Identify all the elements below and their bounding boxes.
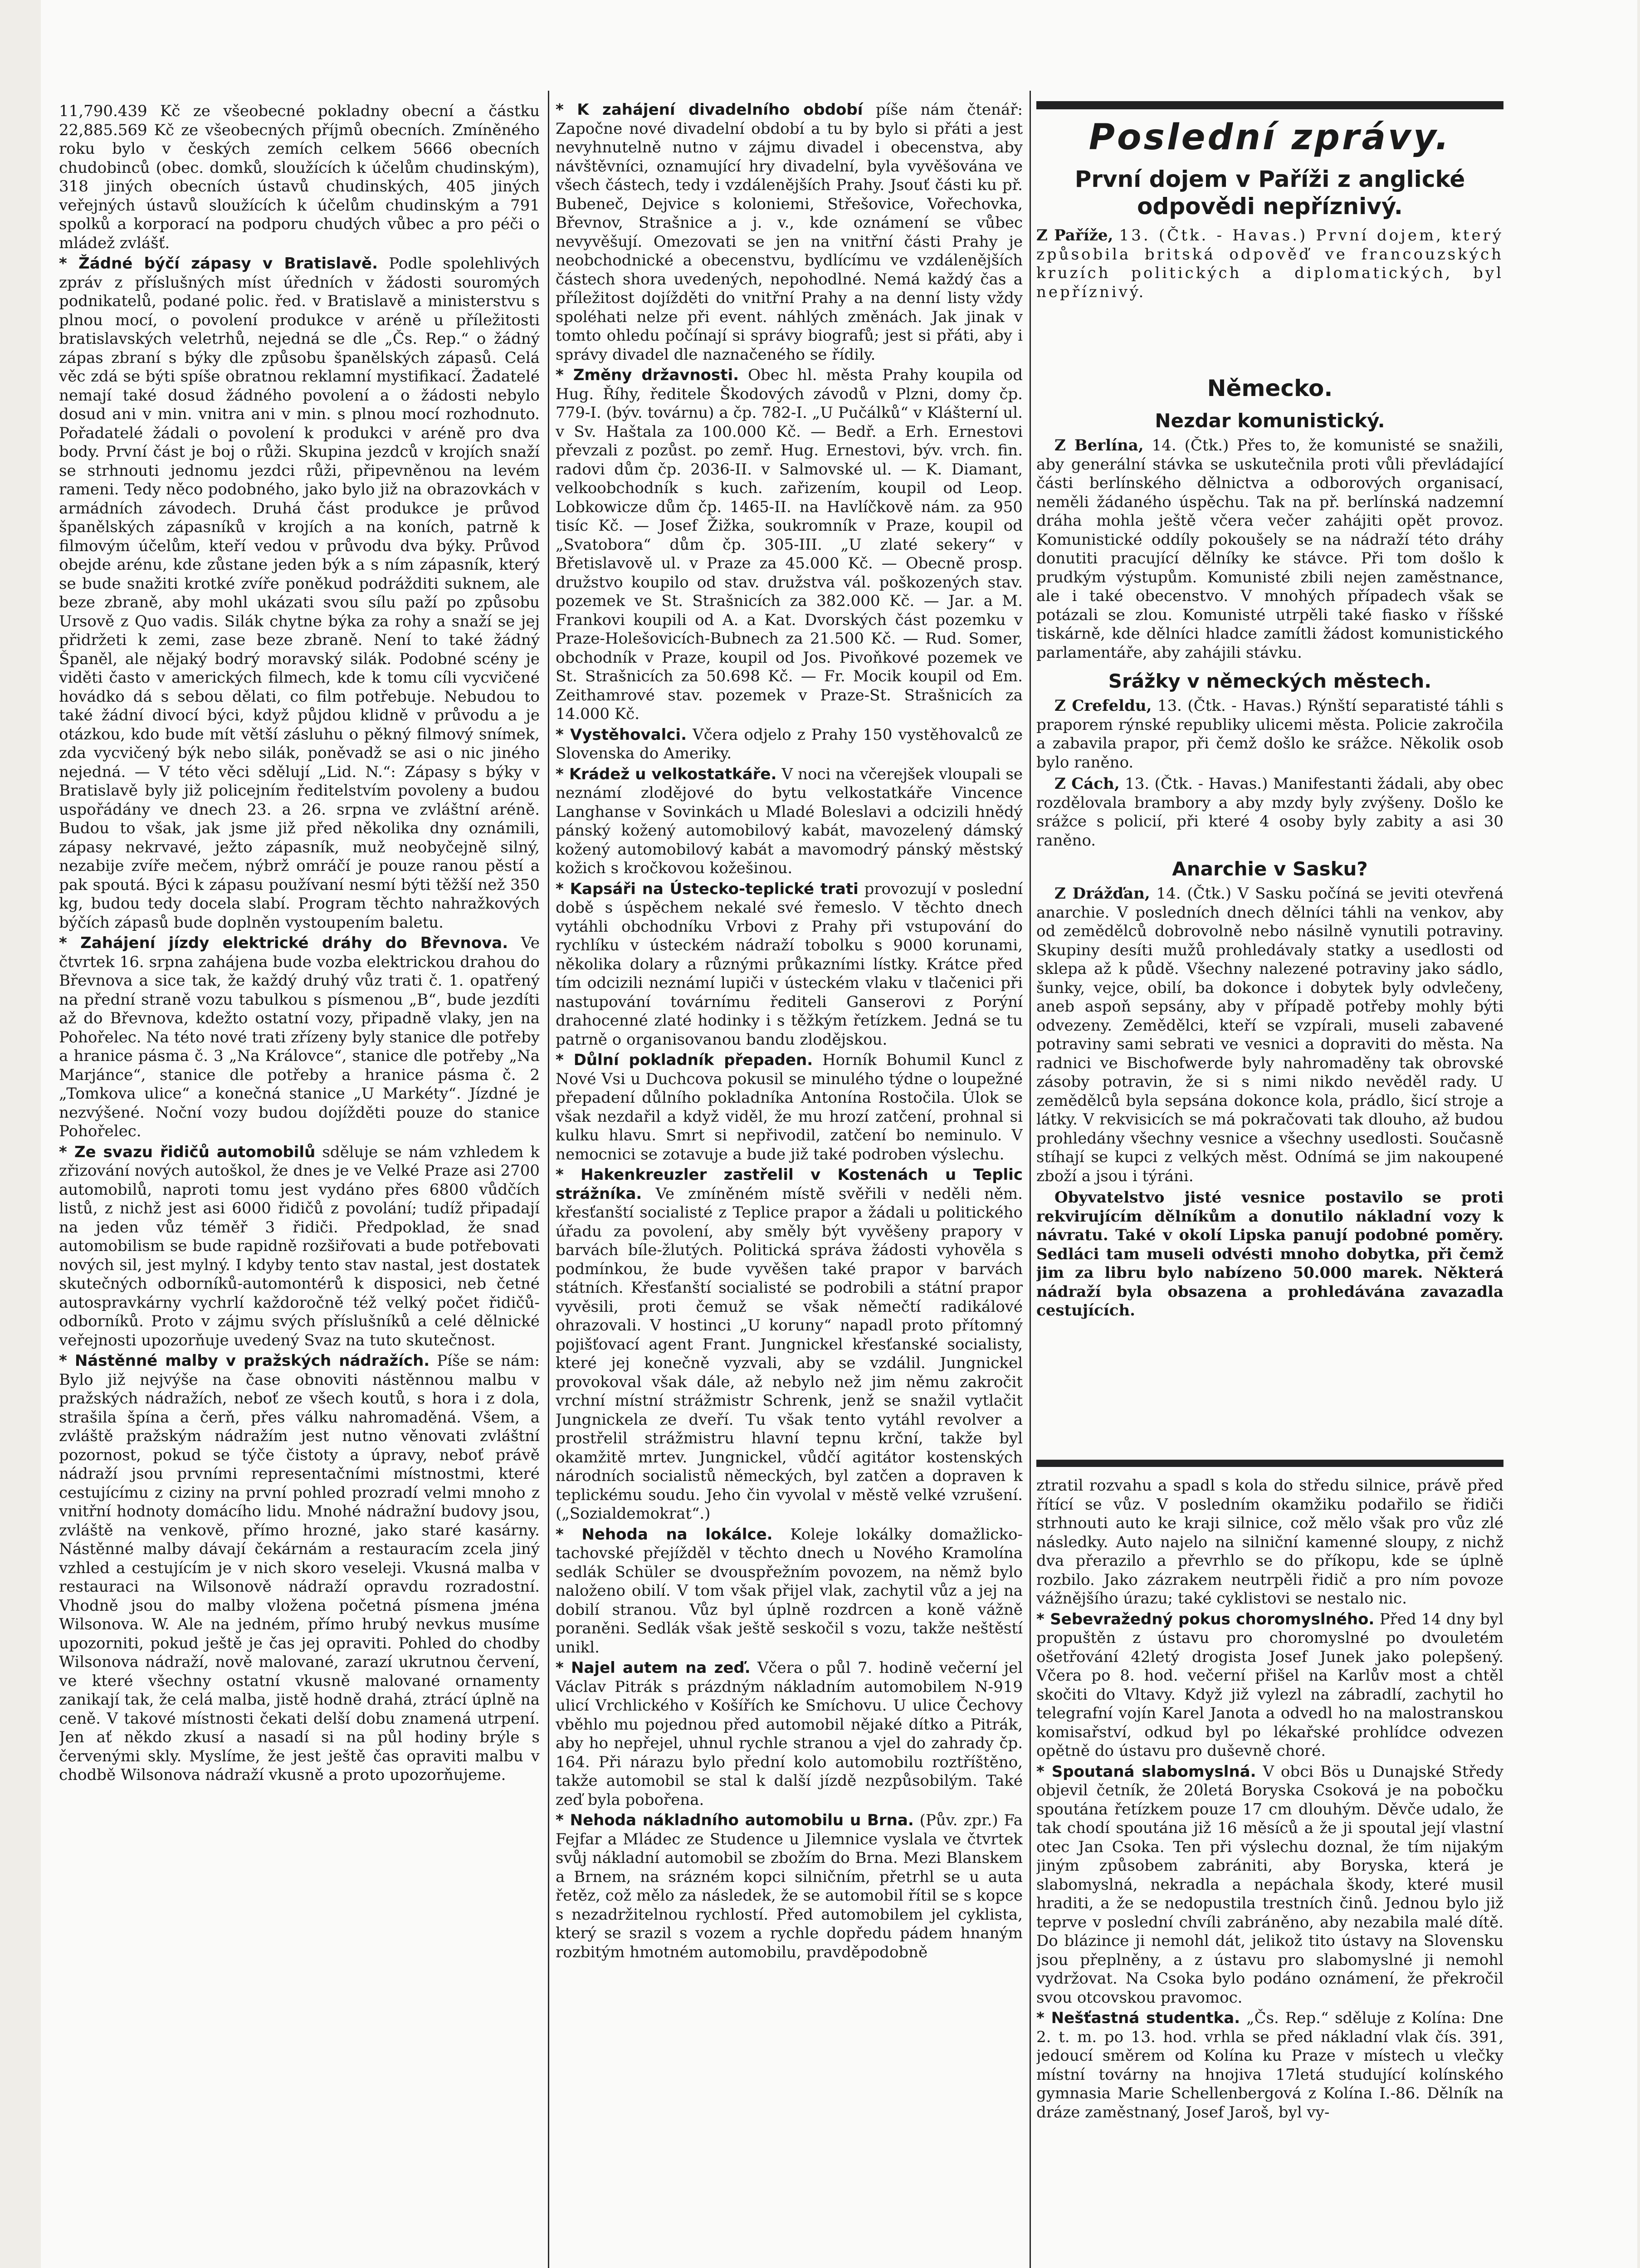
separator-rule	[1036, 1460, 1503, 1467]
dateline: Z Berlína,	[1054, 436, 1144, 455]
article-text: Obec hl. města Prahy koupila od Hug. Říhy, ředitele Škodových závodů v Plzni, domy čp. 779-I. (býv. továrnu) a čp. 782-I. „U Pučálků“ v Klášterní ul. v Sv. Haštala za 100.000 Kč. — Bedř. a Erh. Ernestovi převzali z pozůst. po zemř. Hug. Ernestovi, býv. vrch. fin. radovi dům čp. 2036-II. v Salmovské ul. — K. Diamant, velkoobchodník s kuch. zařizením, koupil od Leop. Lobkowicze dům čp. 1465-II. na Havlíčkově nám. za 950 tisíc Kč. — Josef Žižka, soukromník v Praze, koupil od „Svatobora“ dům čp. 305-III. „U zlaté sekery“ v Břetislavově ul. v Praze za 45.000 Kč. — Obecně prosp. družstvo koupilo od stav. družstva vál. poškozených stav. pozemek ve St. Strašnicích za 382.000 Kč. — Jar. a M. Frankovi koupili od A. a Kat. Dvorských část pozemku v Praze-Holešovicích-Bubnech za 21.500 Kč. — Rud. Somer, obchodník v Praze, koupil od Jos. Pivoňkové pozemek ve St. Strašnicích za 50.698 Kč. — Fr. Mocik koupil od Em. Zeithamrové stav. pozemek v Praze-St. Strašnicích za 14.000 Kč.	[556, 366, 1023, 723]
news-article	[1036, 775, 1503, 850]
article-text: ztratil rozvahu a spadl s kola do středu silnice, právě před řítící se vůz. V posledním okamžiku podařilo se řidiči strhnouti auto ke kraji silnice, což mělo však pro vůz zlé následky. Auto najelo na silniční kamenné sloupy, z nichž dva přerazilo a převrhlo se do příkopu, kde se úplně rozbilo. Jako zázrakem neutrpěli řidič a pro ním povoze vážnějšího úrazu; také cyklistovi se nestalo nic.	[1036, 1476, 1503, 1608]
column-2-articles	[556, 101, 1023, 1962]
news-article	[1036, 1188, 1503, 1320]
article-text: Ve čtvrtek 16. srpna zahájena bude vozba elektrickou drahou do Břevnova a sice tak, že každý druhý vůz trati č. 1. opatřený na přední straně vozu tabulkou s písmenou „B“, bude jezdíti až do Břevnova, kdežto ostatní vozy, připadně vlaky, jen na Pohořelec. Na této nové trati zřízeny byly stanice dle potřeby a hranice pásma č. 3 „Na Královce“, stanice dle potřeby „Na Marjánce“, stanice dle potřeby a hranice pásma č. 2 „Tomkova ulice“ a konečná stanice „U Markéty“. Jízdné je nezvýšené. Noční vozy budou dojížděti pouze do stanice Pohořelec.	[59, 934, 540, 1140]
news-article	[59, 254, 540, 932]
news-article	[556, 1811, 1023, 1962]
news-article	[59, 1352, 540, 1785]
article-headline: * Krádež u velkostatkáře.	[556, 765, 777, 783]
article-text: 14. (Čtk.) V Sasku počíná se jeviti otevřená anarchie. V posledních dnech dělníci táhli na venkov, aby od zemědělců dobrovolně nebo násilně vynutili potraviny. Skupiny desíti mužů prohledávaly statky a usedlosti od sklepa až k půdě. Všechny nalezené potraviny jako sádlo, šunky, vejce, obilí, ba dokonce i dobytek byly odvlečeny, aneb aspoň sepsány, aby v případě potřeby mohly býti odvezeny. Zemědělci, kteří se vzpírali, museli zabavené potraviny sami sebrati ve vesnici a dopraviti do města. Na radnici ve Bischofwerde byly nahromaděny tak obrovské zásoby potravin, že si s nimi nikdo nevěděl rady. U zemědělců byla sepsána dokonce kola, prádlo, šicí stroje a látky. V rekvisicích se má pokračovati tak dlouho, až budou prohledány všechny vesnice a všechny usedlosti. Současně stíhají se kupci z velkých měst. Odnímá se jim nakoupené zboží a jsou i týráni.	[1036, 885, 1503, 1185]
section-heading: Německo.	[1207, 375, 1333, 401]
news-article	[556, 765, 1023, 878]
news-article	[556, 366, 1023, 724]
news-article	[556, 1166, 1023, 1524]
lead-text: 13. (Čtk. - Havas.) První dojem, který způsobila britská odpověď ve francouzských kruzích politických a diplomatických, byl nepříznivý.	[1036, 226, 1503, 301]
dateline: Z Drážďan,	[1054, 885, 1150, 903]
article-headline: * Spoutaná slabomyslná.	[1036, 1762, 1256, 1781]
news-article	[556, 101, 1023, 364]
column-2	[556, 101, 1023, 2268]
dateline: Z Cách,	[1054, 775, 1120, 793]
article-text: V obci Bös u Dunajské Středy objevil četník, že 20letá Boryska Csoková je na pobočku spoutána řetízkem pouze 17 cm dlouhým. Děvče udalo, že tak chodí spoutána již 16 měsíců a že ji spoutal její vlastní otec Jan Csoka. Ten při výslechu doznal, že tím nijakým jiným způsobem zabrániti, aby Boryska, která je slabomyslná, nekradla a nepáchala škody, které musil hraditi, a že se nedopustila trestních činů. Jednou bylo již teprve v poslední chvíli zabráněno, aby nezabila malé dítě. Do blázince ji nemohl dát, jelikož tito ústavy na Slovensku jsou přeplněny, a z ústavu pro slabomyslné ji nemohl vydržovat. Na Csoka bylo podáno oznámení, že překročil svou otcovskou pravomoc.	[1036, 1762, 1503, 2007]
article-headline: * Nešťastná studentka.	[1036, 2009, 1240, 2027]
news-article	[556, 1525, 1023, 1657]
article-text: Podle spolehlivých zpráv z příslušných míst úředních v žádosti souromých podnikatelů, podané polic. řed. v Bratislavě a ministerstvu s plnou mocí, o povolení produkce v aréně u příležitosti bratislavských veletrhů, nejedná se dle „Čs. Rep.“ o žádný zápas zbraní s býky dle způsobu španělských zápasů. Celá věc zdá se býti spíše obratnou reklamní mystifikací. Žadatelé nemají také dosud žádného povolení a o žádosti nebylo dosud ani v min. vnitra ani v min. s plnou mocí rozhodnuto. Pořadatelé žádali o povolení k produkci v aréně pro dva body. První část je boj o růži. Skupina jezdců v krojích snaží se strhnouti jednomu jezdci růži, připevněnou na levém rameni. Tedy něco podobného, jako bylo již na obrazovkách v armádních závodech. Druhá část produkce je průvod španělských zápasníků v krojích a na koních, patrně k filmovým účelům, kteří vedou v průvodu dva býky. Průvod obejde arénu, kde zůstane jeden býk a s ním zápasník, který se bude snažiti krotké zvíře poněkud podrážditi suknem, ale beze zbraně, aby mohl ukázati svou sílu paží po způsobu Ursově z Quo vadis. Silák chytne býka za rohy a snaží se jej přidržeti k zemi, zase beze zbraně. Není to také žádný Španěl, ale nějaký bodrý moravský silák. Podobné scény je viděti často v amerických filmech, kde k tomu cíli vycvičené hovádko dá s sebou dělati, co film potřebuje. Nebudou to také žádní divocí býci, když půjdou klidně v průvodu a je otázkou, kdo bude mít větší zásluhu o pěkný filmový snímek, zda vycvičený býk nebo silák, poněvadž se asi o nic jiného nejedná. — V této věci sdělují „Lid. N.“: Zápasy s býky v Bratislavě byly již policejním ředitelstvím povoleny a budou uspořádány ve dnech 23. a 26. srpna ve zvláštní aréně. Budou to však, jak jsme již před několika dny oznámili, zápasy nekrvavé, ježto zápasník, muž neobyčejně silný, nezabije zvíře mečem, nýbrž omráčí je pouze ranou pěstí a pak spoutá. Býci k zápasu používaní nesmí býti těžší než 350 kg, budou tedy docela slabí. Program těchto nahražkových býčích zápasů bude doplněn vystoupením baletu.	[59, 254, 540, 932]
news-article	[59, 934, 540, 1141]
section-title: Poslední zprávy.	[1088, 117, 1451, 158]
article-text: Píše se nám: Bylo již nejvýše na čase obnoviti nástěnnou malbu v pražských nádražích, neboť ze všech koutů, s hora i z dola, strašila špína a čerň, přes válku nahromaděná. Všem, a zvláště pražským nádražím jest nutno věnovati zvláštní pozornost, pokud se týče čistoty a úpravy, neboť právě nádraží jsou prvními representačními místnostmi, které cestujícímu z ciziny na první pohled prozradí velmi mnoho z vnitřní hodnoty domácího lidu. Mnohé nádražní budovy jsou, zvláště na venkově, přímo hrozné, jako staré kasárny. Nástěnné malby dávají čekárnám a restauracím zcela jiný vzhled a cestujícím je v nich skoro veseleji. Vkusná malba v restauraci na Wilsonově nádraží opravdu rozradostní. Vhodně jsou do malby vložena početná písmena jména Wilsonova. W. Ale na jedném, přímo hrubý nevkus musíme upozorniti, pokud ještě je čas jej opraviti. Pohled do chodby Wilsonova nádraží, nově malované, zarazí ukrutnou červení, ve které všechny ostatní vkusně malované ornamenty zanikají tak, že celá malba, jistě hodně drahá, ztrácí úplně na ceně. V takové místnosti čekati delší dobu znamená utrpení. Jen ať někdo zkusí a nasadí si na půl hodiny brýle s červenými skly. Myslíme, že jest ještě čas opraviti malbu v chodbě Wilsonova nádraží vkusně a proto upozorňujeme.	[59, 1352, 540, 1784]
column-1-articles	[59, 102, 540, 1785]
column-3-bottom-articles	[1036, 1476, 1503, 2268]
article-text: 13. (Čtk. - Havas.) Manifestanti žádali, aby obec rozdělovala brambory a aby mzdy byly zvýšeny. Došlo ke srážce s policií, při které 4 osoby byly zabity a asi 30 raněno.	[1036, 775, 1503, 850]
article-text: provozují v poslední době s úspěchem nekalé své řemeslo. V těchto dnech vytáhli obchodníku Vrbovi z Prahy při vstupování do rychlíku v ústeckém nádraží tobolku s 9000 korunami, několika dolary a různými průkazními lístky. Krátce před tím odcizili neznámí lupiči v ústeckém vlaku v tlačenici při nastupování továrnímu řediteli Ganserovi z Porýní drahocenné zlaté hodinky i s těžkým řetízkem. Jedná se tu patrně o organisovanou bandu zlodějskou.	[556, 880, 1023, 1049]
article-text: Horník Bohumil Kuncl z Nové Vsi u Duchcova pokusil se minulého týdne o loupežné přepadení důlního pokladníka Antonína Rostočila. Úlok se však nezdařil a když viděl, že mu hrozí zatčení, prohnal si kulku hlavu. Smrt si nepřivodil, zatčení bo neminulo. V nemocnici se zotavuje a bude již také podroben výslechu.	[556, 1051, 1023, 1163]
masthead	[1036, 116, 1503, 302]
column-1	[59, 102, 540, 2268]
article-headline: * K zahájení divadelního období	[556, 101, 863, 119]
dateline: Z Crefeldu,	[1054, 697, 1152, 715]
article-headline: * Zahájení jízdy elektrické dráhy do Břevnova.	[59, 934, 508, 952]
article-text: 13. (Čtk. - Havas.) Rýnští separatisté táhli s praporem rýnské republiky ulicemi města. Policie zakročila a zabavila prapor, při čemž došlo ke srážce. Několik osob bylo raněno.	[1036, 697, 1503, 772]
article-text: (Pův. zpr.) Fa Fejfar a Mládec ze Studence u Jilemnice vyslala ve čtvrtek svůj nákladní automobil se zbožím do Brna. Mezi Blanskem a Brnem, na srázném kopci silničním, přetrhl se u auta řetěz, což mělo za následek, že se automobil řítil se s kopce s nezadržitelnou rychlostí. Před automobilem jel cyklista, který se srazil s vozem a rychle dopředu pádem hnaným rozbitým hmotném automobilu, pravděpodobně	[556, 1811, 1023, 1961]
article-headline: * Důlní pokladník přepaden.	[556, 1051, 813, 1069]
news-article	[59, 102, 540, 253]
article-text: „Čs. Rep.“ sděluje z Kolína: Dne 2. t. m. po 13. hod. vrhla se před nákladní vlak čís. 391, jedoucí směrem od Kolína ku Praze v místech u vlečky místní továrny na hnojiva 17letá studující kolínského gymnasia Marie Schellenbergová z Kolína I.-86. Dělník na dráze zaměstnaný, Josef Jaroš, byl vy-	[1036, 2009, 1503, 2121]
article-text: Včera o půl 7. hodině večerní jel Václav Pitrák s prázdným nákladním automobilem N-919 ulicí Vrchlického v Košířích ke Smíchovu. U ulice Čechovy vběhlo mu pojednou před automobil nějaké dítko a Pitrák, aby ho nepřejel, uhnul rychle stranou a vjel do zahrady čp. 164. Při nárazu bylo přední kolo automobilu roztříštěno, takže automobil se stal k další jízdě nezpůsobilým. Také zeď byla pobořena.	[556, 1659, 1023, 1809]
article-text: V noci na včerejšek vloupali se neznámí zlodějové do bytu velkostatkáře Vincence Langhanse v Sovinkách u Mladé Boleslavi a odcizili hnědý pánský kožený automobilový kabát, mavozelený dámský kožený automobilový kabát a mavomodrý pánský městský kožich s kročkovou kožešinou.	[556, 765, 1023, 877]
article-text: sděluje se nám vzhledem k zřizování nových autoškol, že dnes je ve Velké Praze asi 2700 automobilů, naproti tomu jest vydáno přes 6800 vůdčích listů, z nichž jest asi 6000 řidičů z povolání; tudíž připadají na jeden vůz téměř 3 řidiči. Předpoklad, že snad automobilism se bude rapidně rozšiřovati a bude potřebovati nových sil, jest mylný. I kdyby tento stav nastal, jest dostatek skutečných odborníků-automontérů k disposici, neb četné autospravkárny vychrlí každoročně též velký počet řidičů-odborníků. Proto v zájmu svých příslušníků a celé dělnické veřejnosti upozorňuje uvedený Svaz na tuto skutečnost.	[59, 1143, 540, 1349]
article-headline: * Vystěhovalci.	[556, 725, 687, 744]
news-article	[556, 726, 1023, 763]
news-article	[1036, 2009, 1503, 2122]
article-text: Včera odjelo z Prahy 150 vystěhovalců ze Slovenska do Ameriky.	[556, 725, 1023, 763]
article-headline: * Ze svazu řidičů automobilů	[59, 1143, 316, 1161]
subheading: Srážky v německých městech.	[1108, 670, 1432, 692]
column-3-top-articles	[1036, 372, 1503, 1456]
article-text: 14. (Čtk.) Přes to, že komunisté se snažili, aby generální stávka se uskutečnila proti vůli převládající části berlínského dělnictva a odborových organisací, neměli žádaného úspěchu. Tak na př. berlínská nadzemní dráha mohla ještě včera večer zahájiti opět provoz. Komunistické oddíly pokoušely se na nádraží této dráhy donutiti pracující dělníky ke stávce. Při tom došlo k prudkým výstupům. Komunisté zbili nejen zaměstnance, ale i také obecenstvo. V mnohých případech však se potázali se zlou. Komunisté utrpěli také fiasko v říšské tiskárně, kde dělníci hladce zamítli žádost komunistického parlamentáře, aby zahájili stávku.	[1036, 436, 1503, 662]
news-article	[556, 880, 1023, 1050]
article-headline: * Nástěnné malby v pražských nádražích.	[59, 1352, 430, 1370]
column-3	[1036, 98, 1503, 2268]
news-article	[1036, 1763, 1503, 2008]
top-rule	[1036, 101, 1503, 109]
news-article	[556, 1051, 1023, 1164]
news-article	[1036, 1476, 1503, 1608]
subheading: Anarchie v Sasku?	[1172, 858, 1368, 880]
column-divider	[548, 91, 549, 2268]
article-text: píše nám čtenář: Započne nové divadelní období a tu by bylo si přáti a jest nevyhnutelně nutno v zájmu divadel i obecenstva, aby návštěvníci, oznamující hry divadelní, byla vyvěšována ve všech částech, tedy i vzdálenějších Prahy. Jsouť části ku př. Bubeneč, Dejvice s koloniemi, Střešovice, Vořechovka, Břevnov, Strašnice a j. v., kde oznámení se vůbec nevyvěšují. Omezovati se jen na vnitřní části Prahy je neobchodnické a obecenstvu, bydlícímu ve vzdálenějších částech shora uvedených, nepohodlné. Nemá každý čas a příležitost dojížděti do vnitřní Prahy a na denní listy vždy spoléhati nelze při event. náhlých změnách. Jak jinak v tomto ohledu počínají si správy biografů; jest si přáti, aby i správy divadel dle naznačeného se řídily.	[556, 101, 1023, 364]
article-headline: * Kapsáři na Ústecko-teplické trati	[556, 880, 859, 898]
article-headline: * Změny državnosti.	[556, 366, 739, 384]
article-text: Obyvatelstvo jisté vesnice postavilo se proti rekvirujícím dělníkům a donutilo nákladní vozy k návratu. Také v okolí Lipska panují podobné poměry. Sedláci tam museli odvésti mnoho dobytka, při čemž jim za libru bylo nabízeno 50.000 marek. Některá nádraží byla obsazena a prohledávána zavazadla cestujících.	[1036, 1188, 1503, 1320]
news-article	[1036, 697, 1503, 772]
article-headline: * Nehoda nákladního automobilu u Brna.	[556, 1811, 914, 1829]
article-text: Ve zmíněném místě svěřili v neděli něm. křesťanští socialisté z Teplice prapor a žádali u politického úřadu za povolení, aby směly být vyvěšeny prapory v barvách bíle-žlutých. Politická správa žádosti vyhověla s podmínkou, že bude vyvěšen také prapor v barvách státních. Křesťanští socialisté se podrobili a státní prapor vyvěsili, proti čemuž se však němečtí radikálové ohrazovali. V hostinci „U koruny“ napadl proto přítomný pojišťovací agent Frant. Jungnickel křesťanské socialisty, které jej konečně vyzvali, aby se vzdálil. Jungnickel provokoval však dále, až nebylo než jim němu zakročit vrchní místní strážmistr Schrenk, jenž se snažil vytlačit Jungnickela ze dveří. Tu však tento vytáhl revolver a prostřelil strážmistru hlavní tepnu krční, takže byl okamžitě mrtev. Jungnickel, vůdčí agitátor kostenských národních socialistů německých, byl zatčen a dopraven k teplickému soudu. Jeho čin vyvolal v městě velké vzrušení. („Sozialdemokrat“.)	[556, 1184, 1023, 1523]
lead-dateline: Z Paříže,	[1036, 226, 1113, 244]
article-headline: * Hakenkreuzler zastřelil v Kostenách u Teplic strážníka.	[556, 1166, 1023, 1203]
lead-article	[1036, 226, 1503, 302]
article-text: Koleje lokálky domažlicko-tachovské přejížděl v těchto dnech u Nového Kramolína sedlák Schüler se dvouspřežním povozem, na němž bylo naloženo obilí. V tom však přijel vlak, zachytil vůz a jej na dobilí stranou. Vůz byl úplně rozdrcen a koně vážně poraněni. Sedlák však ještě seskočil s vozu, takže neštěstí unikl.	[556, 1525, 1023, 1657]
article-headline: * Nehoda na lokálce.	[556, 1525, 773, 1544]
article-headline: * Žádné býčí zápasy v Bratislavě.	[59, 254, 378, 273]
article-headline: * Sebevražedný pokus choromyslného.	[1036, 1610, 1375, 1628]
news-article	[556, 1659, 1023, 1809]
news-article	[1036, 436, 1503, 662]
lead-headline: První dojem v Paříži z anglické odpovědi nepříznivý.	[1074, 166, 1465, 220]
news-article	[59, 1143, 540, 1350]
article-text: Před 14 dny byl propuštěn z ústavu pro choromyslné po dvouletém ošetřování 42letý drogista Josef Junek jako polepšený. Včera po 8. hod. večerní přišel na Karlův most a chtěl skočiti do Vltavy. Když již vylezl na zábradlí, zachytil ho telegrafní vojín Karel Janota a odvedl ho na malostranskou komisařství, odkud byl po lékařské prohlídce odvezen opětně do ústavu pro duševně choré.	[1036, 1610, 1503, 1760]
article-headline: * Najel autem na zeď.	[556, 1659, 751, 1677]
article-text: 11,790.439 Kč ze všeobecné pokladny obecní a částku 22,885.569 Kč ze všeobecných příjmů obecních. Zmíněného roku bylo v českých zemích celkem 5666 obecních chudobinců (obec. domků, sloužících k účelům chudinským), 318 jiných obecních ústavů chudinských, 405 jiných veřejných ústavů sloužících k účelům chudinským a 791 spolků a korporací na podporu chudých vůbec a pro péči o mládež zvlášť.	[59, 102, 540, 252]
column-divider	[1030, 91, 1031, 2268]
news-article	[1036, 885, 1503, 1186]
news-article	[1036, 1610, 1503, 1761]
subheading: Nezdar komunistický.	[1155, 410, 1385, 432]
